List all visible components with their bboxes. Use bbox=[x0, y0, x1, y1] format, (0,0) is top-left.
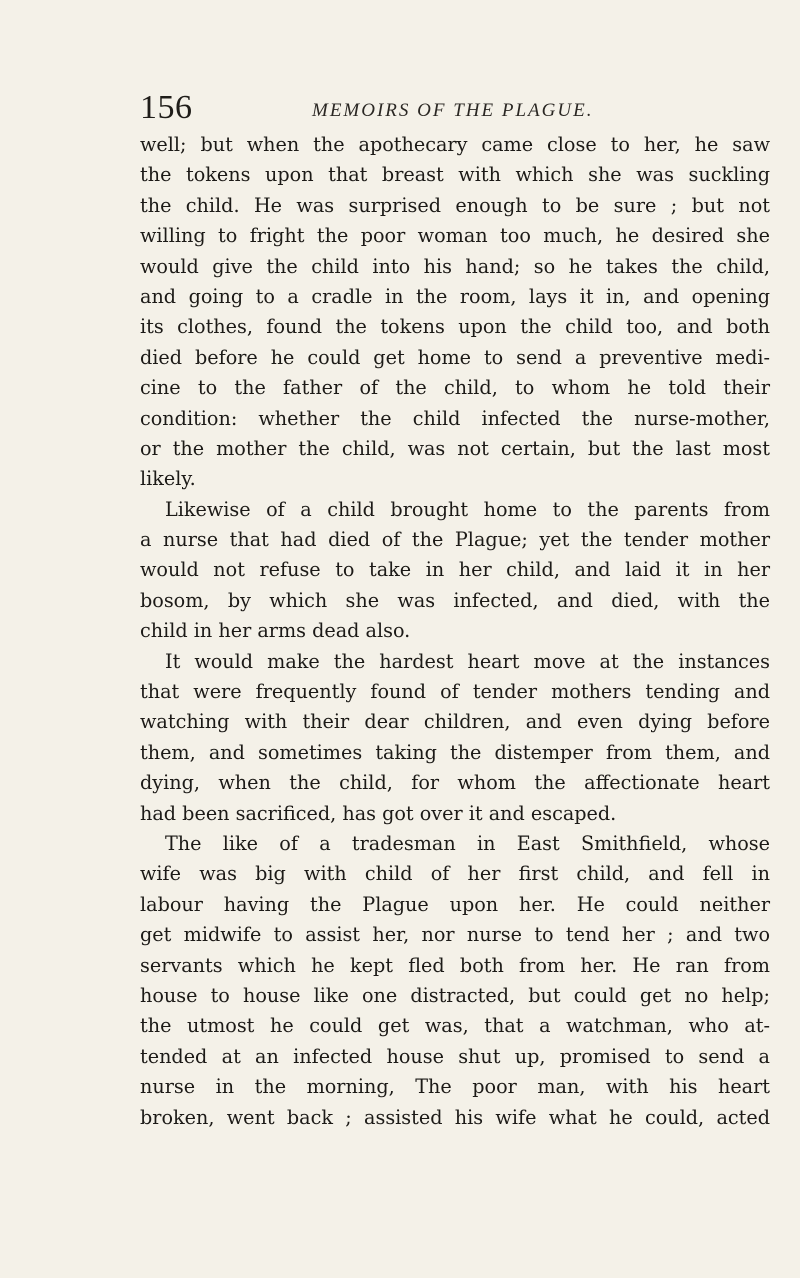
text-line: would give the child into his hand; so he takes the child, bbox=[140, 254, 770, 278]
running-title: MEMOIRS OF THE PLAGUE. bbox=[312, 100, 594, 121]
text-line: tended at an infected house shut up, promised to send a bbox=[140, 1044, 770, 1068]
text-line: willing to fright the poor woman too much, he desired she bbox=[140, 224, 770, 248]
text-line: would not refuse to take in her child, and laid it in her bbox=[140, 558, 770, 582]
running-head bbox=[140, 88, 740, 128]
text-line: well; but when the apothecary came close to her, he saw bbox=[140, 133, 770, 156]
page-number: 156 bbox=[140, 89, 193, 126]
text-line: bosom, by which she was infected, and died, with the bbox=[140, 588, 770, 612]
text-line: house to house like one distracted, but could get no help; bbox=[140, 983, 770, 1007]
text-line: them, and sometimes taking the distemper from them, and bbox=[140, 740, 770, 764]
text-line: that were frequently found of tender mothers tending and bbox=[140, 680, 770, 704]
text-line: the child. He was surprised enough to be sure ; but not bbox=[140, 193, 770, 217]
text-line: a nurse that had died of the Plague; yet the tender mother bbox=[140, 528, 770, 552]
text-line: or the mother the child, was not certain, but the last most bbox=[140, 436, 770, 460]
text-line: likely. bbox=[140, 467, 196, 491]
text-line: had been sacrificed, has got over it and escaped. bbox=[140, 801, 617, 825]
text-line: dying, when the child, for whom the affectionate heart bbox=[140, 771, 770, 795]
text-line: died before he could get home to send a preventive medi- bbox=[140, 345, 770, 369]
text-line: wife was big with child of her first child, and fell in bbox=[140, 862, 770, 886]
body-text bbox=[140, 130, 770, 1133]
text-line: Likewise of a child brought home to the parents from bbox=[165, 497, 770, 521]
text-line: condition: whether the child infected the nurse-mother, bbox=[140, 406, 770, 430]
text-line: its clothes, found the tokens upon the child too, and both bbox=[140, 315, 770, 339]
text-line: the tokens upon that breast with which she was suckling bbox=[140, 163, 770, 187]
text-line: get midwife to assist her, nor nurse to tend her ; and two bbox=[140, 923, 770, 947]
text-line: broken, went back ; assisted his wife what he could, acted bbox=[140, 1105, 770, 1129]
text-line: watching with their dear children, and even dying before bbox=[140, 710, 770, 734]
text-line: child in her arms dead also. bbox=[140, 619, 411, 643]
text-line: and going to a cradle in the room, lays it in, and opening bbox=[140, 284, 770, 308]
text-line: labour having the Plague upon her. He could neither bbox=[140, 892, 770, 916]
text-line: cine to the father of the child, to whom he told their bbox=[140, 376, 770, 400]
text-line: nurse in the morning, The poor man, with his heart bbox=[140, 1075, 770, 1099]
text-line: The like of a tradesman in East Smithfield, whose bbox=[165, 831, 770, 855]
text-line: servants which he kept fled both from her. He ran from bbox=[140, 953, 770, 977]
text-line: It would make the hardest heart move at the instances bbox=[165, 649, 770, 673]
text-line: the utmost he could get was, that a watchman, who at- bbox=[140, 1014, 770, 1038]
